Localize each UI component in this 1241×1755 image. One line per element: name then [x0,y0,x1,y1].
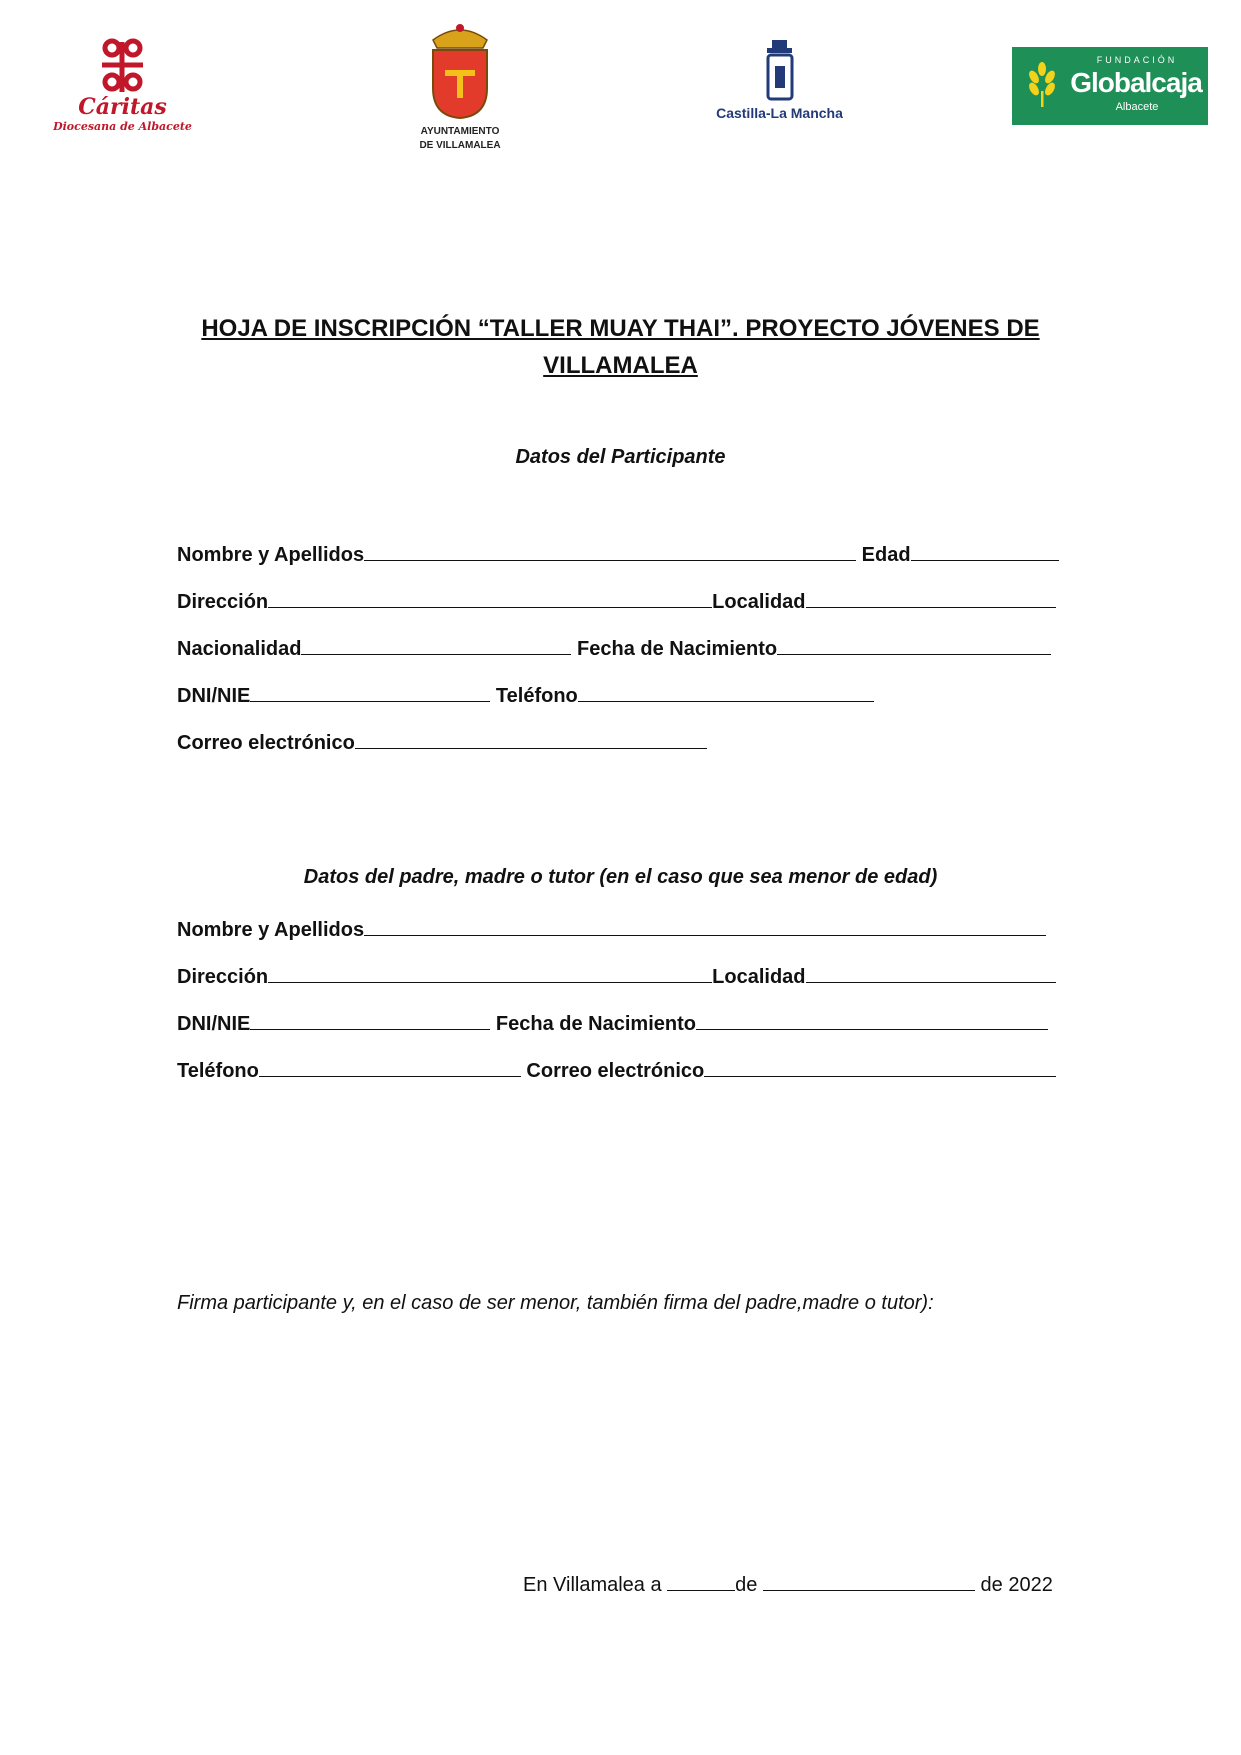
participant-row-nombre [177,540,1059,567]
ayuntamiento-line2: DE VILLAMALEA [419,140,501,151]
tutor-localidad-field[interactable] [806,962,1056,983]
participant-row-correo [177,728,707,755]
date-de1: de [735,1574,758,1596]
participant-dni-label: DNI/NIE [177,685,251,707]
participant-correo-label: Correo electrónico [177,732,355,754]
date-line [523,1570,1053,1597]
coat-of-arms-icon [405,18,515,123]
title-line1: HOJA DE INSCRIPCIÓN “TALLER MUAY THAI”. PROYECTO JÓVENES DE [201,315,1040,342]
date-month-field[interactable] [763,1570,975,1591]
castilla-la-mancha-logo [712,38,847,128]
tutor-telefono-field[interactable] [259,1056,521,1077]
castle-crown-icon [712,38,847,103]
participant-fecha-label: Fecha de Nacimiento [577,638,778,660]
tutor-row-dni [177,1009,1048,1036]
participant-correo-field[interactable] [355,728,707,749]
tutor-nombre-field[interactable] [364,915,1046,936]
participant-row-dni [177,681,874,708]
participant-nacionalidad-label: Nacionalidad [177,638,302,660]
clm-name: Castilla-La Mancha [716,105,843,121]
participant-nombre-label: Nombre y Apellidos [177,544,365,566]
date-year: de 2022 [980,1574,1053,1596]
tutor-direccion-field[interactable] [268,962,712,983]
globalcaja-fundacion: FUNDACIÓN [1096,55,1178,65]
caritas-subtitle: Diocesana de Albacete [53,120,192,133]
tutor-direccion-label: Dirección [177,966,269,988]
date-prefix: En Villamalea a [523,1574,662,1596]
participant-edad-label: Edad [861,544,911,566]
participant-edad-field[interactable] [911,540,1059,561]
tutor-row-nombre [177,915,1046,942]
tutor-row-direccion [177,962,1056,989]
signature-instruction: Firma participante y, en el caso de ser menor, también firma del padre,madre o tutor): [177,1292,934,1314]
title-line2: VILLAMALEA [543,352,698,379]
tutor-heading: Datos del padre, madre o tutor (en el caso que sea menor de edad) [303,866,938,888]
participant-direccion-label: Dirección [177,591,269,613]
ayuntamiento-line1: AYUNTAMIENTO [420,126,500,137]
participant-nombre-field[interactable] [364,540,856,561]
caritas-name: Cáritas [78,94,167,120]
wheat-icon [1012,47,1068,125]
tutor-telefono-label: Teléfono [177,1060,259,1082]
tutor-fecha-field[interactable] [696,1009,1048,1030]
tutor-correo-label: Correo electrónico [526,1060,705,1082]
tutor-localidad-label: Localidad [712,966,806,988]
tutor-correo-field[interactable] [704,1056,1056,1077]
caritas-cross-icon [50,38,195,94]
globalcaja-name: Globalcaja [1070,67,1202,98]
date-day-field[interactable] [667,1570,735,1591]
globalcaja-logo [1012,47,1208,125]
participant-telefono-label: Teléfono [495,685,578,707]
ayuntamiento-logo [405,18,515,151]
tutor-fecha-label: Fecha de Nacimiento [495,1013,696,1035]
participant-heading: Datos del Participante [515,446,726,468]
tutor-dni-label: DNI/NIE [177,1013,251,1035]
tutor-dni-field[interactable] [250,1009,490,1030]
participant-row-nacionalidad [177,634,1051,661]
participant-localidad-field[interactable] [806,587,1056,608]
participant-direccion-field[interactable] [268,587,712,608]
caritas-logo [50,38,195,138]
globalcaja-subtitle: Albacete [1115,101,1159,113]
page-title [150,310,1091,384]
participant-nacionalidad-field[interactable] [301,634,571,655]
tutor-nombre-label: Nombre y Apellidos [177,919,365,941]
participant-localidad-label: Localidad [712,591,806,613]
participant-telefono-field[interactable] [578,681,874,702]
tutor-row-telefono [177,1056,1056,1083]
participant-fecha-field[interactable] [777,634,1051,655]
participant-dni-field[interactable] [250,681,490,702]
participant-row-direccion [177,587,1056,614]
